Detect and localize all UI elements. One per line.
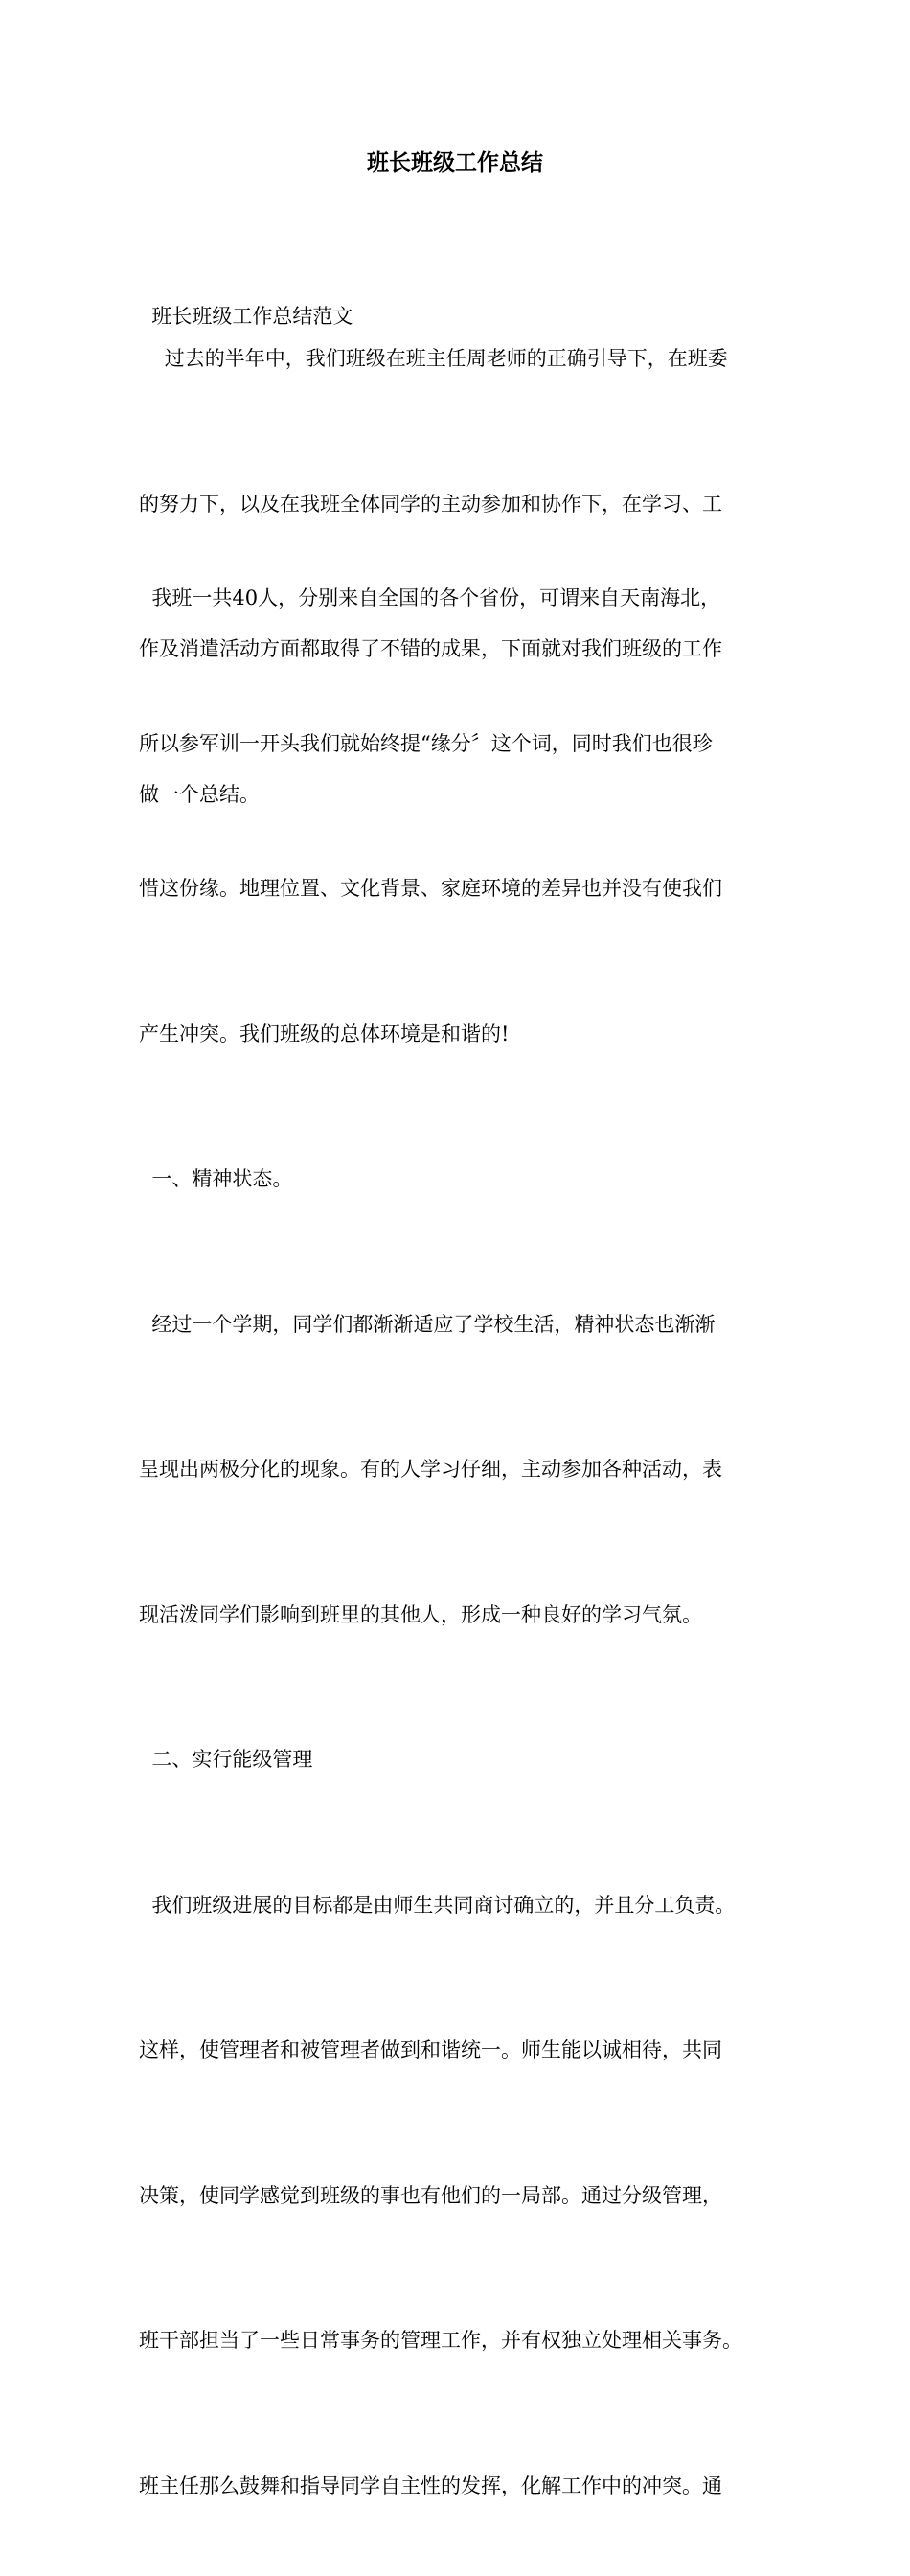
intro-line: 过去的半年中，我们班级在班主任周老师的正确引导下，在班委 (139, 347, 728, 370)
section-heading: 一、精神状态。 (139, 1167, 293, 1190)
body-line: 决策，使同学感觉到班级的事也有他们的一局部。通过分级管理， (139, 2183, 722, 2207)
intro-line: 的努力下，以及在我班全体同学的主动参加和协作下，在学习、工 (139, 492, 722, 516)
body-line: 产生冲突。我们班级的总体环境是和谐的! (139, 1022, 510, 1046)
body-line: 我们班级进展的目标都是由师生共同商讨确立的，并且分工负责。 (139, 1893, 736, 1917)
intro-line: 做一个总结。 (139, 782, 260, 806)
subtitle: 班长班级工作总结范文 (139, 305, 353, 328)
intro-line: 作及消遣活动方面都取得了不错的成果，下面就对我们班级的工作 (139, 637, 722, 660)
body-text (139, 477, 781, 2576)
body-line: 班干部担当了一些日常事务的管理工作，并有权独立处理相关事务。 (139, 2329, 742, 2352)
body-line: 所以参军训一开头我们就始终提“缘分〞这个词，同时我们也很珍 (139, 731, 713, 755)
body-line: 这样，使管理者和被管理者做到和谐统一。师生能以诚相待，共同 (139, 2038, 722, 2061)
body-line: 我班一共40人，分别来自全国的各个省份，可谓来自天南海北， (139, 586, 721, 610)
section-heading: 二、实行能级管理 (139, 1748, 313, 1771)
body-line: 经过一个学期，同学们都渐渐适应了学校生活，精神状态也渐渐 (139, 1312, 716, 1336)
body-line: 班主任那么鼓舞和指导同学自主性的发挥，化解工作中的冲突。通 (139, 2473, 722, 2497)
body-line: 惜这份缘。地理位置、文化背景、家庭环境的差异也并没有使我们 (139, 877, 722, 900)
page-title: 班长班级工作总结 (367, 150, 543, 175)
body-line: 现活泼同学们影响到班里的其他人，形成一种良好的学习气氛。 (139, 1602, 702, 1626)
body-line: 呈现出两极分化的现象。有的人学习仔细，主动参加各种活动，表 (139, 1458, 722, 1481)
